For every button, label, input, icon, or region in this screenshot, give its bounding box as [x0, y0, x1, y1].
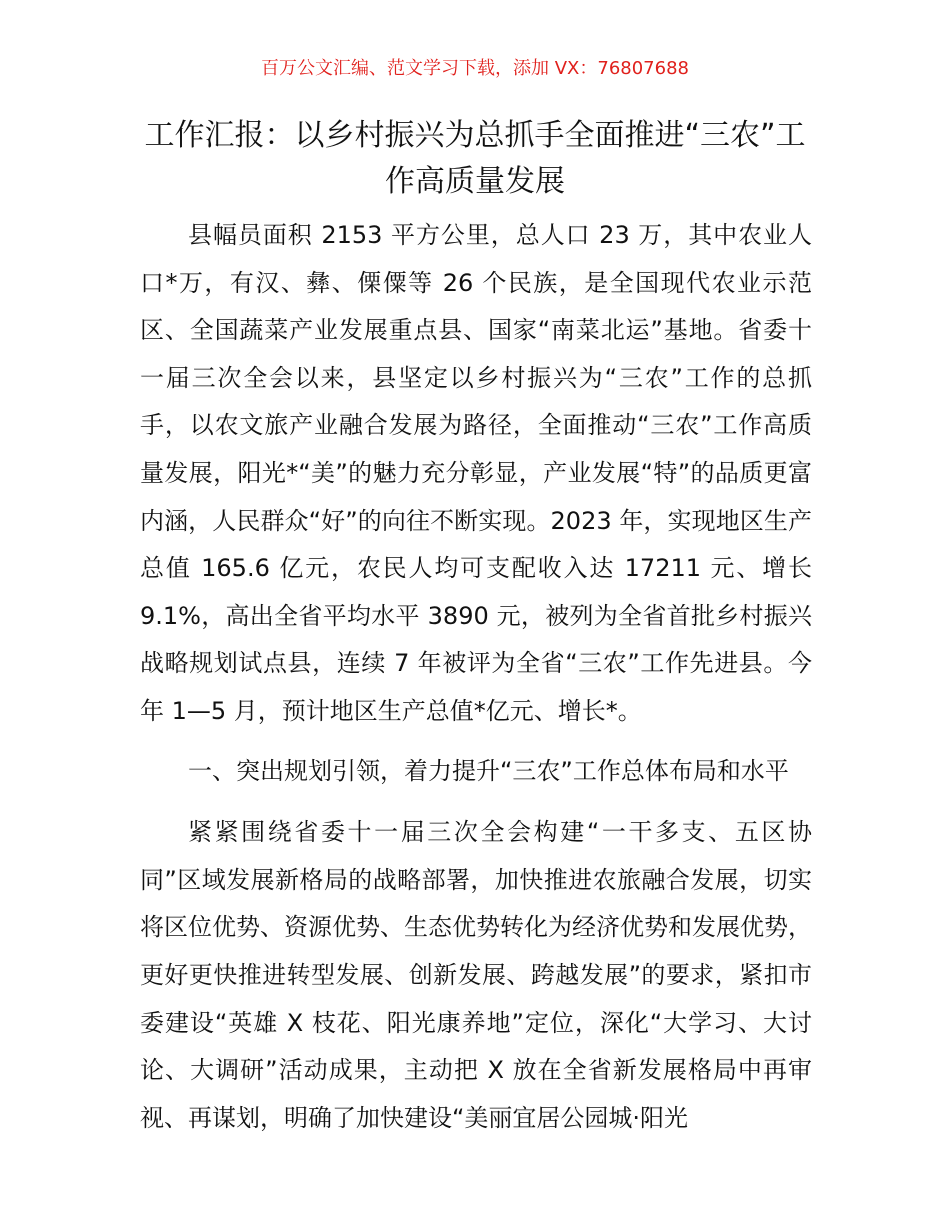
- promo-banner: 百万公文汇编、范文学习下载，添加 VX：76807688: [261, 58, 689, 79]
- paragraph-intro: 县幅员面积 2153 平方公里，总人口 23 万，其中农业人口*万，有汉、彝、傈僳等 26 个民族，是全国现代农业示范区、全国蔬菜产业发展重点县、国家“南菜北运”基地。省委十一届三次全会以来，县坚定以乡村振兴为“三农”工作的总抓手，以农文旅产业融合发展为路径，全面推动“三农”工作高质量发展，阳光*“美”的魅力充分彰显，产业发展“特”的品质更富内涵，人民群众“好”的向往不断实现。2023 年，实现地区生产总值 165.6 亿元，农民人均可支配收入达 17211 元、增长 9.1%，高出全省平均水平 3890 元，被列为全省首批乡村振兴战略规划试点县，连续 7 年被评为全省“三农”工作先进县。今年 1—5 月，预计地区生产总值*亿元、增长*。: [140, 221, 812, 725]
- document-title: 工作汇报：以乡村振兴为总抓手全面推进“三农”工作高质量发展: [144, 118, 806, 199]
- paragraph-section-1: 紧紧围绕省委十一届三次全会构建“一干多支、五区协同”区域发展新格局的战略部署，加快推进农旅融合发展，切实将区位优势、资源优势、生态优势转化为经济优势和发展优势，更好更快推进转型发展、创新发展、跨越发展”的要求，紧扣市委建设“英雄 X 枝花、阳光康养地”定位，深化“大学习、大讨论、大调研”活动成果，主动把 X 放在全省新发展格局中再审视、再谋划，明确了加快建设“美丽宜居公园城·阳光: [140, 818, 812, 1132]
- section-heading-1: 一、突出规划引领，着力提升“三农”工作总体布局和水平: [188, 756, 789, 785]
- document-body: [140, 212, 812, 1154]
